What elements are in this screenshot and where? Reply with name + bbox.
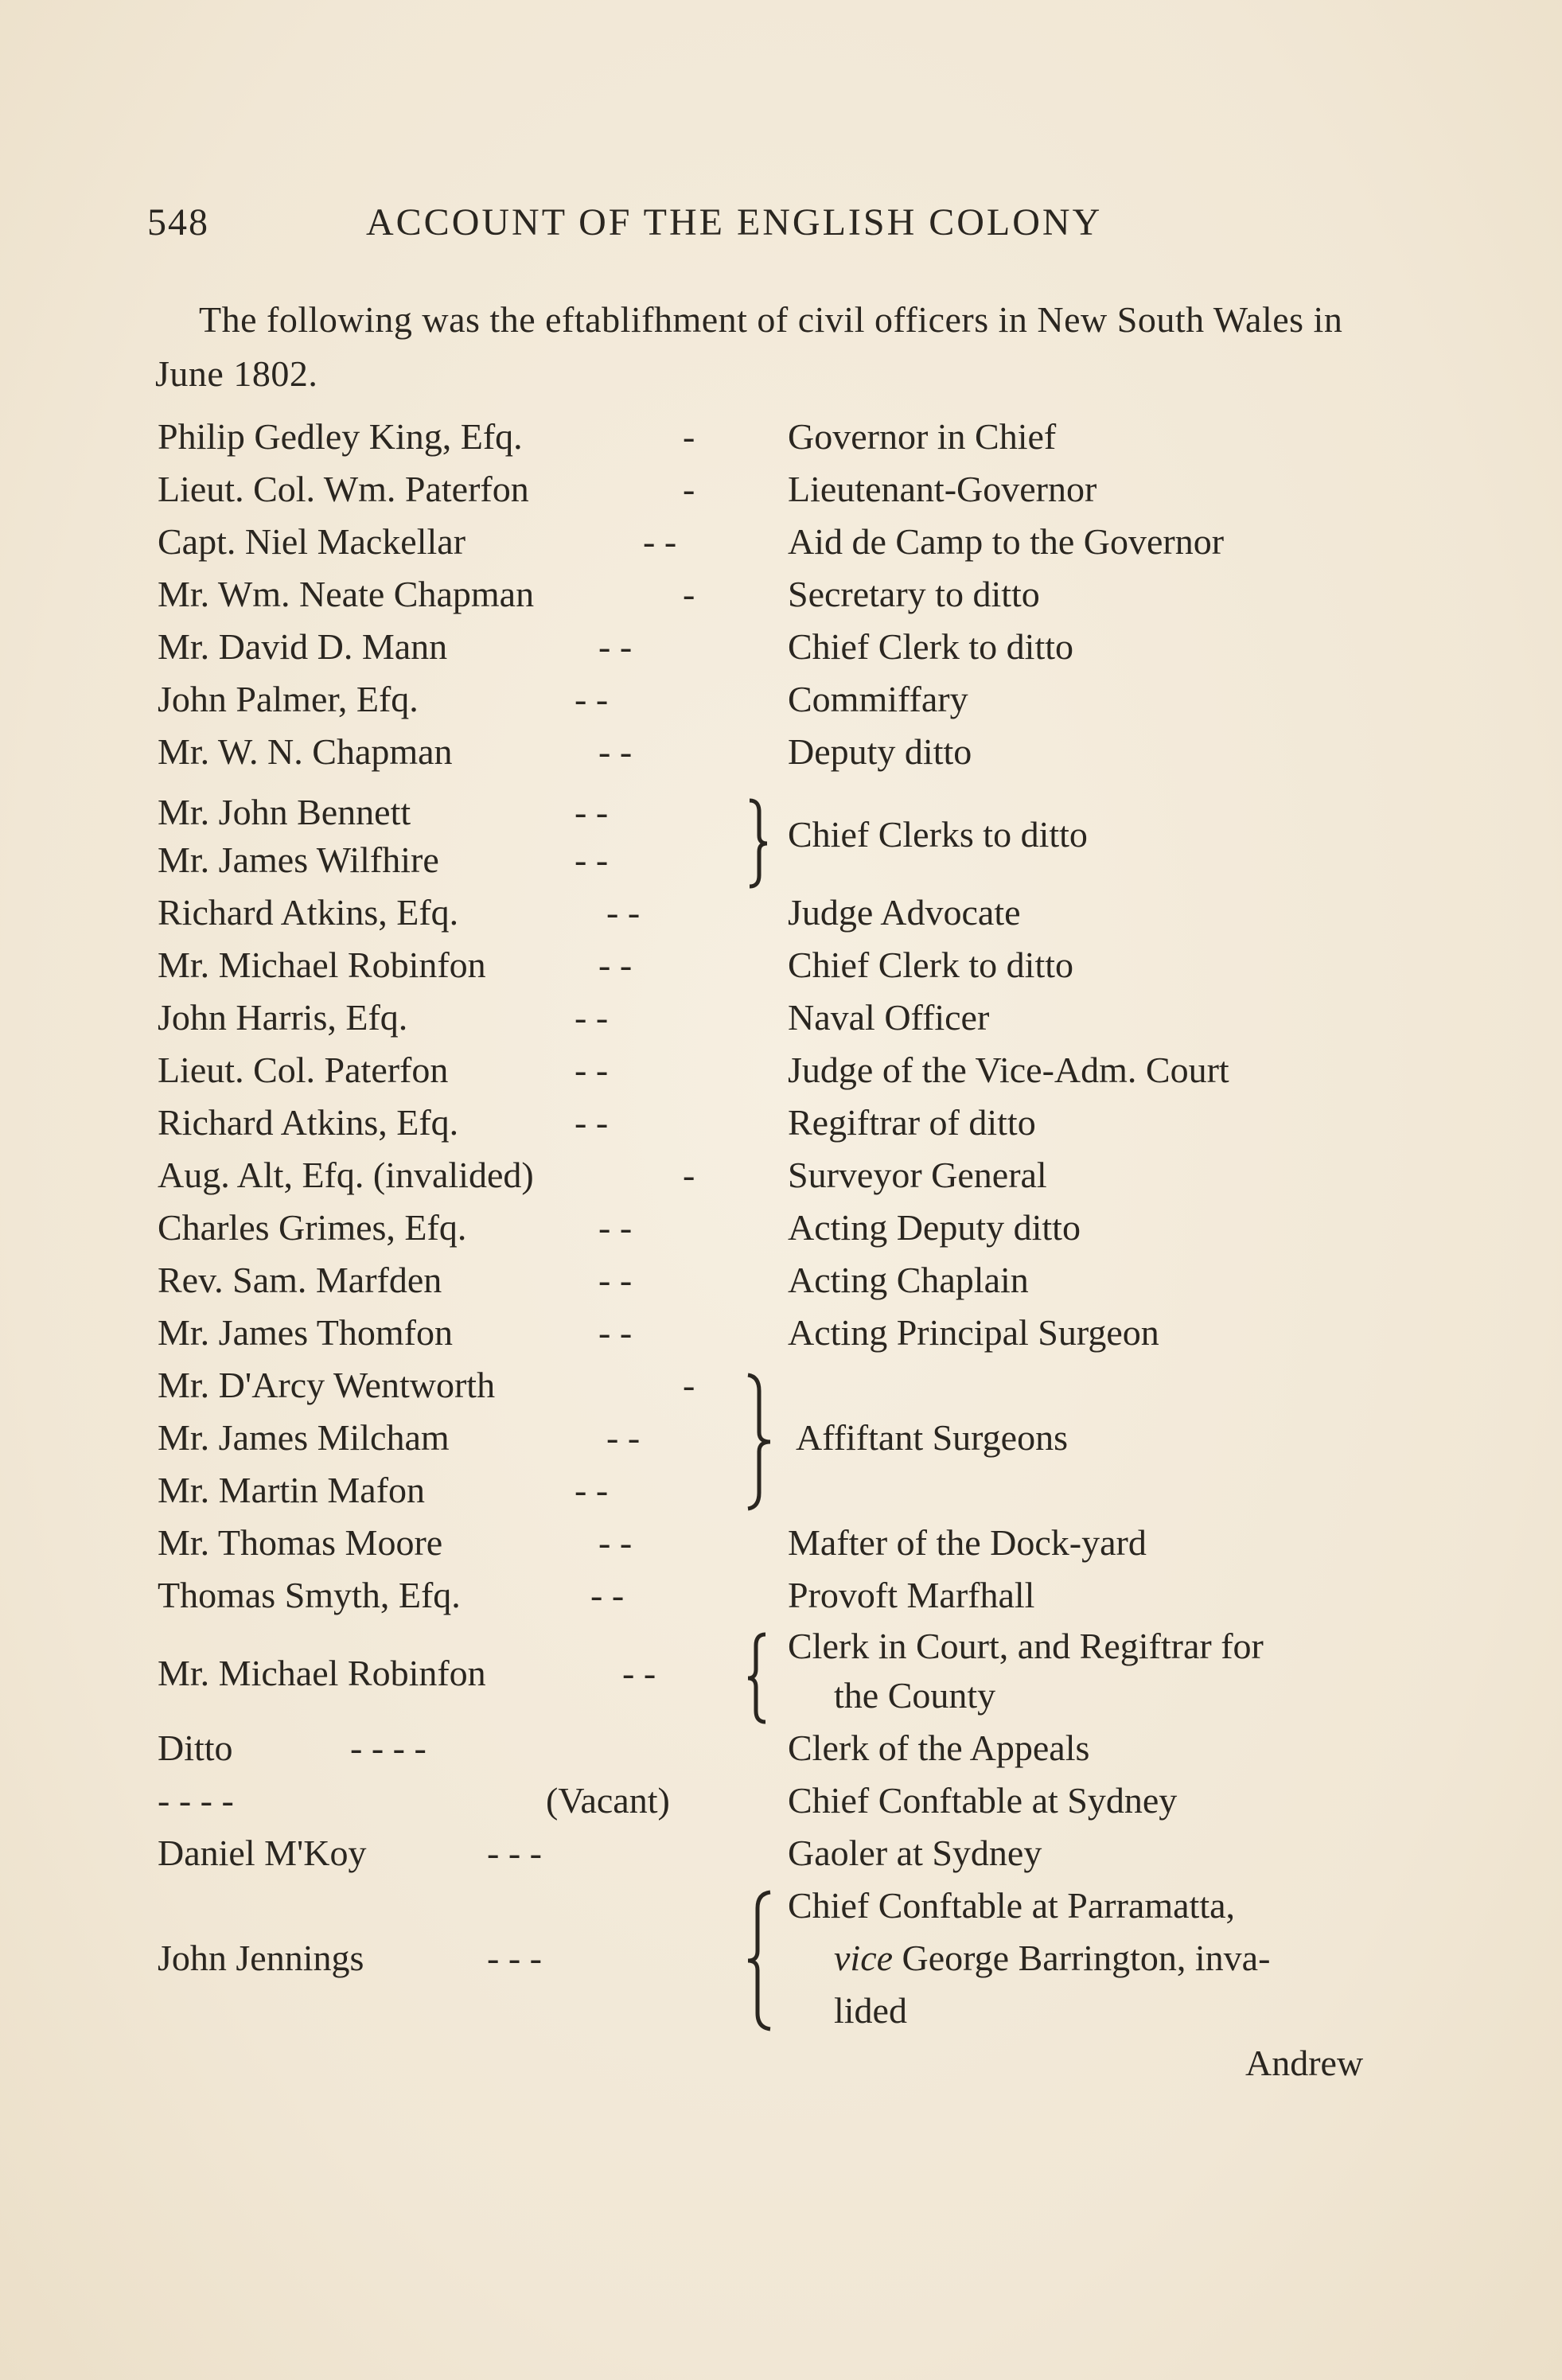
officer-title: Regiftrar of ditto (788, 1102, 1036, 1143)
list-item (0, 520, 1562, 570)
vice-italic: vice (834, 1938, 894, 1978)
officer-name: Mr. James Wilfhire (158, 839, 439, 880)
leader-dash: - - (606, 892, 641, 933)
leader-dash: - - (598, 1522, 633, 1563)
officer-title-continued (834, 1937, 1270, 1979)
officer-title: Chief Conftable at Sydney (788, 1780, 1178, 1821)
list-item (0, 891, 1562, 941)
grouped-office (0, 1625, 1562, 1674)
leader-dash: - (683, 416, 695, 457)
list-item (0, 1259, 1562, 1308)
officer-title: the County (834, 1675, 996, 1716)
leader-dash: - - (606, 1417, 641, 1458)
officer-title: Chief Clerk to ditto (788, 945, 1074, 985)
officer-name: Charles Grimes, Efq. (158, 1207, 467, 1248)
officer-title: Clerk in Court, and Regiftrar for (788, 1626, 1264, 1666)
leader-dash: - - (575, 792, 609, 832)
list-item (0, 996, 1562, 1046)
list-item (0, 730, 1562, 780)
grouped-office (0, 1884, 1562, 1934)
leader-dash: - - - (487, 1833, 542, 1873)
officer-name: Ditto (158, 1728, 233, 1768)
list-item (0, 944, 1562, 993)
officer-name: Mr. James Thomfon (158, 1312, 453, 1353)
page-number: 548 (147, 201, 209, 243)
officer-name: John Harris, Efq. (158, 997, 408, 1038)
vacant-label: (Vacant) (546, 1780, 670, 1821)
leader-dash: - - (622, 1653, 656, 1693)
officer-title: Acting Deputy ditto (788, 1207, 1081, 1248)
officer-title: Affiftant Surgeons (796, 1417, 1068, 1458)
leader-dash: - - (590, 1575, 625, 1615)
leader-dash: - - (598, 1312, 633, 1353)
leader-dash: - - (598, 731, 633, 772)
list-item (0, 573, 1562, 622)
leader-dash: - - (575, 997, 609, 1038)
leader-dash: - - (575, 1050, 609, 1090)
officer-title: Surveyor General (788, 1155, 1047, 1195)
list-item (0, 1101, 1562, 1151)
vacant-leader: - - - - (158, 1780, 234, 1821)
officer-name: Mr. Michael Robinfon (158, 1653, 486, 1693)
leader-dash: - - (575, 1470, 609, 1510)
list-item (0, 625, 1562, 675)
officer-name: Mr. Martin Mafon (158, 1470, 426, 1510)
officer-title: Judge of the Vice-Adm. Court (788, 1050, 1229, 1090)
leader-dash: - - - (487, 1938, 542, 1978)
officer-name: Lieut. Col. Wm. Paterfon (158, 469, 529, 509)
list-item (0, 1364, 1562, 1413)
list-item (0, 1469, 1562, 1518)
officer-name: Mr. Thomas Moore (158, 1522, 443, 1563)
leader-dash: - (683, 1365, 695, 1405)
officer-name: John Palmer, Efq. (158, 679, 419, 719)
catchword: Andrew (1245, 2043, 1364, 2083)
leader-dash: - - (575, 1102, 609, 1143)
leader-dash: - - (575, 679, 609, 719)
grouped-office (0, 1989, 1562, 2039)
list-item (0, 1521, 1562, 1571)
officer-name: Richard Atkins, Efq. (158, 892, 459, 933)
officer-name: Lieut. Col. Paterfon (158, 1050, 449, 1090)
leader-dash: - - (598, 945, 633, 985)
list-item (0, 1832, 1562, 1881)
list-item (0, 1727, 1562, 1776)
officer-title: Deputy ditto (788, 731, 972, 772)
officer-name: Thomas Smyth, Efq. (158, 1575, 461, 1615)
officer-name: Capt. Niel Mackellar (158, 521, 466, 562)
officer-title: Secretary to ditto (788, 574, 1040, 614)
officer-name: Mr. Michael Robinfon (158, 945, 486, 985)
officer-name: Aug. Alt, Efq. (invalided) (158, 1155, 534, 1195)
officer-title: Chief Clerks to ditto (788, 814, 1088, 855)
officer-name: Daniel M'Koy (158, 1833, 367, 1873)
officer-name: Mr. Wm. Neate Chapman (158, 574, 535, 614)
officer-title: Mafter of the Dock-yard (788, 1522, 1147, 1563)
officer-title: Gaoler at Sydney (788, 1833, 1042, 1873)
officer-title: Chief Clerk to ditto (788, 626, 1074, 667)
leader-dash: - (683, 469, 695, 509)
officer-title: Commiffary (788, 679, 968, 719)
intro-paragraph (155, 293, 1381, 401)
list-item (0, 1049, 1562, 1098)
grouped-office (0, 813, 1562, 863)
page-header (147, 201, 1341, 256)
officer-name: Mr. W. N. Chapman (158, 731, 453, 772)
list-item (0, 1574, 1562, 1623)
officer-title: Acting Principal Surgeon (788, 1312, 1159, 1353)
leader-dash: - - - - (350, 1728, 427, 1768)
officer-name: Mr. David D. Mann (158, 626, 448, 667)
grouped-office (0, 1416, 1562, 1466)
list-item (0, 468, 1562, 517)
officer-name: Mr. D'Arcy Wentworth (158, 1365, 496, 1405)
officer-title-continued: lided (834, 1990, 907, 2031)
list-item (0, 1779, 1562, 1829)
vice-text: George Barrington, inva- (893, 1938, 1271, 1978)
list-item (0, 678, 1562, 727)
leader-dash: - (683, 1155, 695, 1195)
leader-dash: - - (598, 626, 633, 667)
officer-name: Mr. James Milcham (158, 1417, 450, 1458)
officer-name: Mr. John Bennett (158, 792, 411, 832)
officer-name: John Jennings (158, 1938, 364, 1978)
officer-title: Governor in Chief (788, 416, 1057, 457)
intro-text: The following was the eftablifhment of civil officers in New South Wales in June 1802. (155, 299, 1343, 394)
leader-dash: - - (575, 839, 609, 880)
leader-dash: - (683, 574, 695, 614)
officer-title: Acting Chaplain (788, 1260, 1029, 1300)
running-title: ACCOUNT OF THE ENGLISH COLONY (366, 201, 1103, 243)
list-item (0, 1206, 1562, 1256)
officer-title: Clerk of the Appeals (788, 1728, 1090, 1768)
officer-name: Richard Atkins, Efq. (158, 1102, 459, 1143)
leader-dash: - - (643, 521, 677, 562)
officer-title: Judge Advocate (788, 892, 1021, 933)
leader-dash: - - (598, 1207, 633, 1248)
officer-name: Philip Gedley King, Efq. (158, 416, 523, 457)
list-item (0, 1311, 1562, 1361)
list-item (0, 1154, 1562, 1203)
list-item (0, 415, 1562, 465)
officer-title: Chief Conftable at Parramatta, (788, 1885, 1236, 1926)
officer-name: Rev. Sam. Marfden (158, 1260, 442, 1300)
officer-title: Aid de Camp to the Governor (788, 521, 1225, 562)
officer-title: Lieutenant-Governor (788, 469, 1097, 509)
officer-title: Naval Officer (788, 997, 990, 1038)
leader-dash: - - (598, 1260, 633, 1300)
grouped-office (0, 1937, 1562, 1986)
grouped-office (0, 1674, 1562, 1724)
officer-title: Provoft Marfhall (788, 1575, 1035, 1615)
